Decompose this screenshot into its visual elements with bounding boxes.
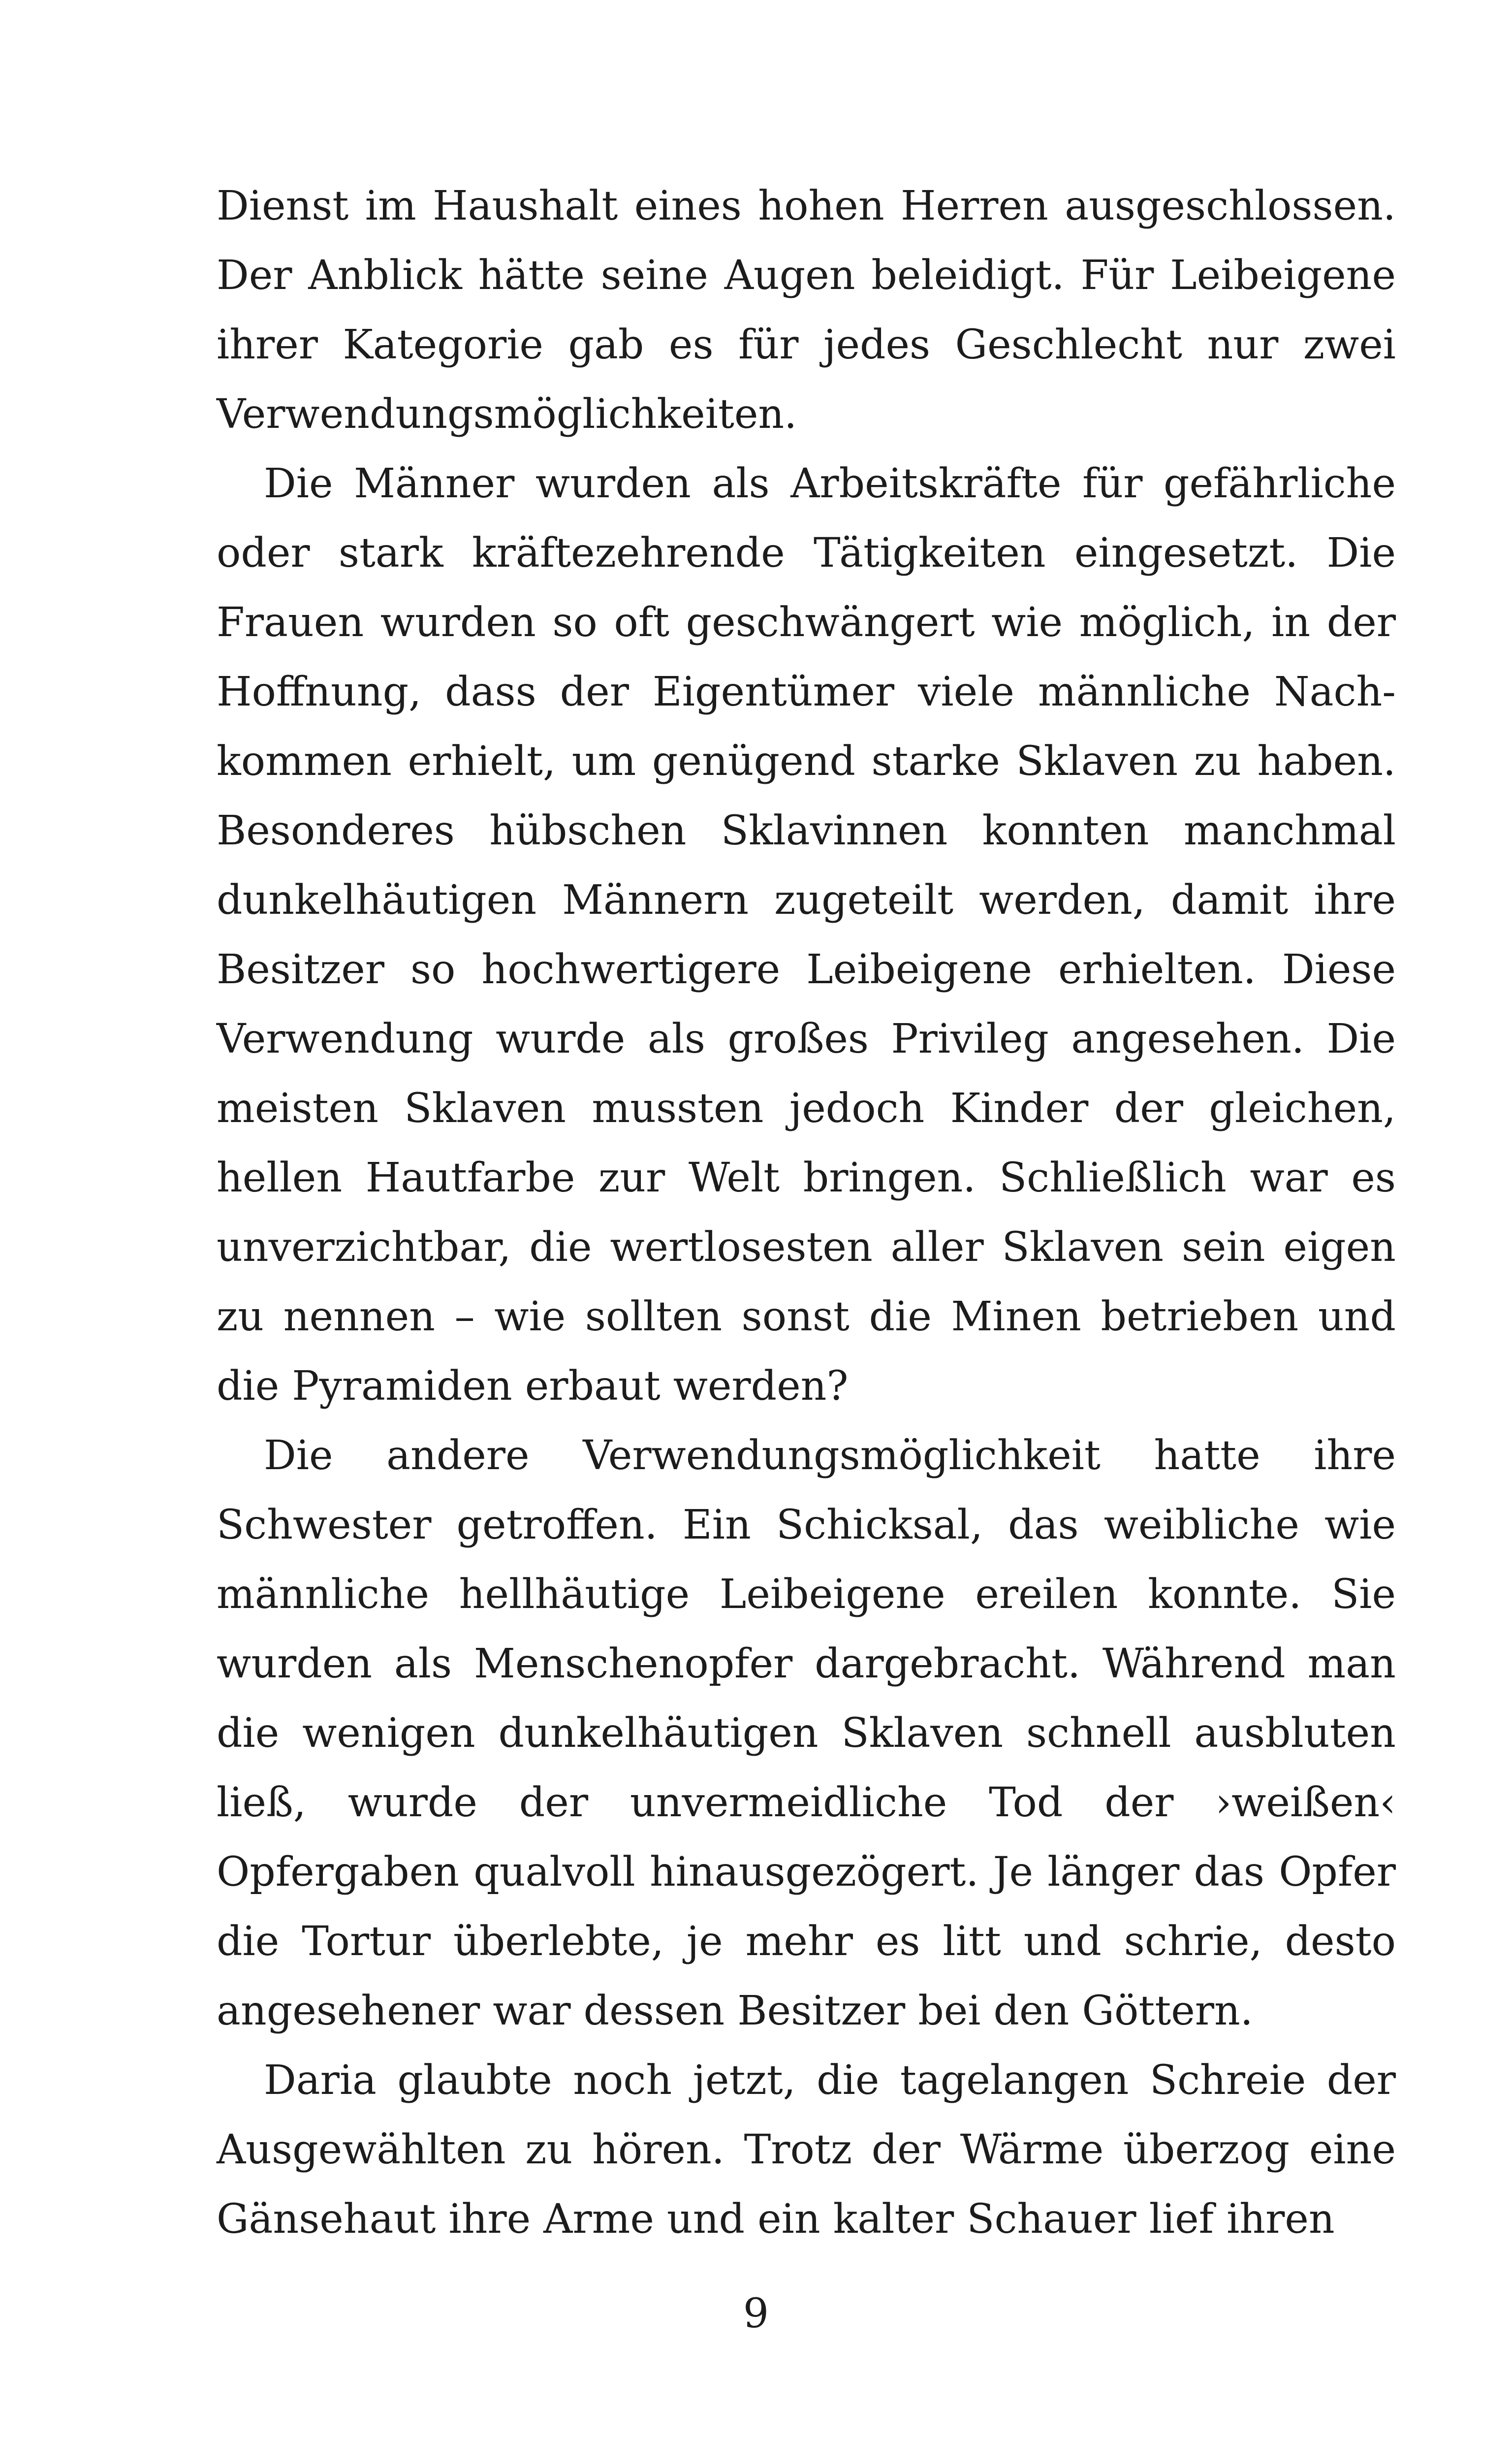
paragraph-1: Dienst im Haushalt eines hohen Herren ausgeschlossen. Der Anblick hätte seine Augen beleidigt. Für Leibeigene ihrer Kategorie gab es für jedes Geschlecht nur zwei Verwendungsmöglichkeiten. — [217, 183, 1396, 438]
body-text — [217, 171, 1396, 2254]
paragraph-4: Daria glaubte noch jetzt, die tagelangen Schreie der Ausgewählten zu hören. Trotz der Wärme überzog eine Gänsehaut ihre Arme und ein kalter Schauer lief ihren — [217, 2057, 1396, 2243]
page-number: 9 — [743, 2290, 769, 2337]
paragraph-3: Die andere Verwendungsmöglichkeit hatte ihre Schwester getroffen. Ein Schicksal, das weibliche wie männliche hellhäutige Leibeigene ereilen konnte. Sie wurden als Menschenopfer dargebracht. Während man die wenigen dunkelhäutigen Sklaven schnell ausbluten ließ, wurde der unvermeidliche Tod der ›weißen‹ Opfergaben qualvoll hinausgezögert. Je länger das Opfer die Tortur überlebte, je mehr es litt und schrie, desto angesehener war dessen Besitzer bei den Göttern. — [217, 1432, 1396, 2034]
paragraph-2: Die Männer wurden als Arbeitskräfte für gefährliche oder stark kräftezehrende Tätigkeiten eingesetzt. Die Frauen wurden so oft geschwängert wie möglich, in der Hoffnung, dass der Eigentümer viele männliche Nachkommen erhielt, um genügend starke Sklaven zu haben. Besonderes hübschen Sklavinnen konnten manchmal dunkelhäutigen Männern zugeteilt werden, damit ihre Besitzer so hochwertigere Leibeigene erhielten. Diese Verwendung wurde als großes Privileg angesehen. Die meisten Sklaven mussten jedoch Kinder der gleichen, hellen Hautfarbe zur Welt bringen. Schließlich war es unverzichtbar, die wertlosesten aller Sklaven sein eigen zu nennen – wie sollten sonst die Minen betrieben und die Pyramiden erbaut werden? — [217, 460, 1396, 1410]
